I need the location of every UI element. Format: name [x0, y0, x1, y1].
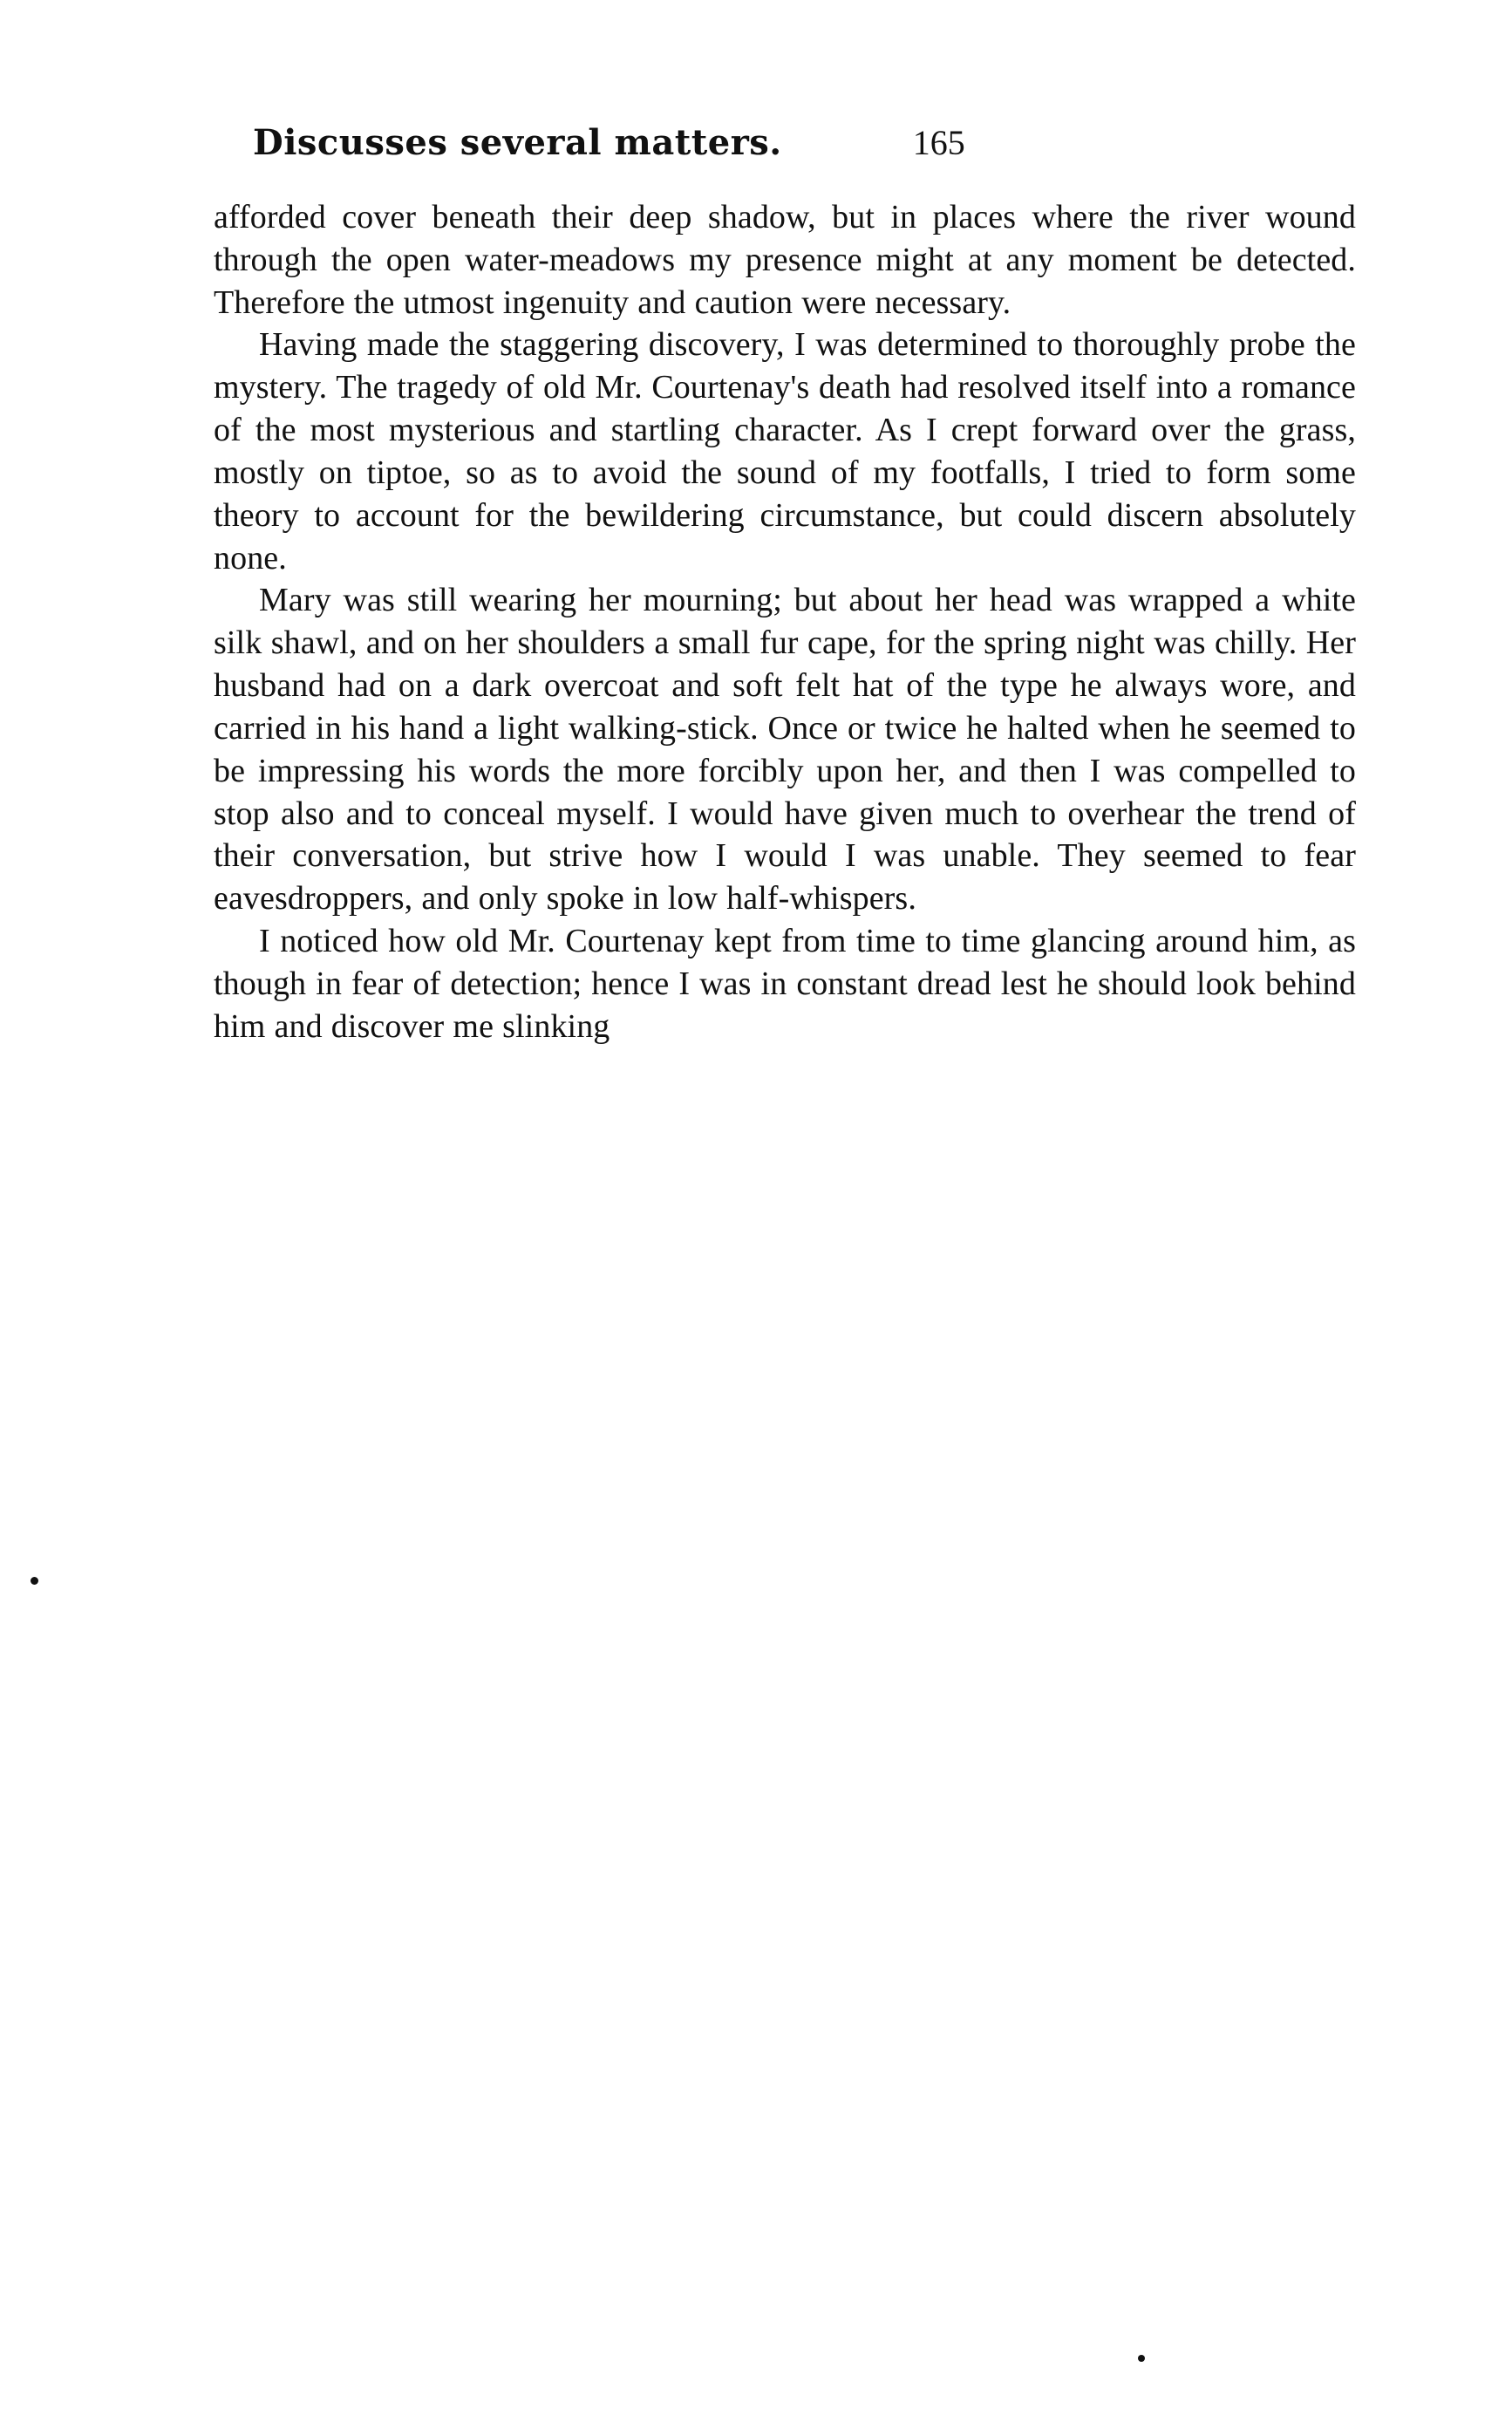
footer-speck — [1138, 2355, 1145, 2362]
body-text — [214, 196, 1356, 1048]
paragraph: Having made the staggering discovery, I was determined to thoroughly probe the mystery. The tragedy of old Mr. Courtenay's death had resolved itself into a romance of the most mysterious and startling character. As I crept forward over the grass, mostly on tiptoe, so as to avoid the sound of my footfalls, I tried to form some theory to account for the bewildering circumstance, but could discern absolutely none. — [214, 326, 1356, 577]
paragraph: afforded cover beneath their deep shadow, but in places where the river wound through the open water-meadows my presence might at any moment be detected. Therefore the utmost ingenuity and caution were necessary. — [214, 199, 1356, 321]
paragraph: I noticed how old Mr. Courtenay kept from time to time glancing around him, as though in fear of detection; hence I was in constant dread lest he should look behind him and discover me slinking — [214, 923, 1356, 1045]
page-header — [214, 122, 1356, 163]
paragraph: Mary was still wearing her mourning; but about her head was wrapped a white silk shawl, and on her shoulders a small fur cape, for the spring night was chilly. Her husband had on a dark overcoat and soft felt hat of the type he always wore, and carried in his hand a light walking-stick. Once or twice he halted when he seemed to be impressing his words the more forcibly upon her, and then I was compelled to stop also and to conceal myself. I would have given much to overhear the trend of their conversation, but strive how I would I was unable. They seemed to fear eavesdroppers, and only spoke in low half-whispers. — [214, 582, 1356, 918]
margin-speck — [31, 1577, 38, 1585]
page-content — [214, 122, 1356, 1048]
page-number: 165 — [912, 123, 965, 162]
running-title: Discusses several matters. — [253, 122, 782, 163]
